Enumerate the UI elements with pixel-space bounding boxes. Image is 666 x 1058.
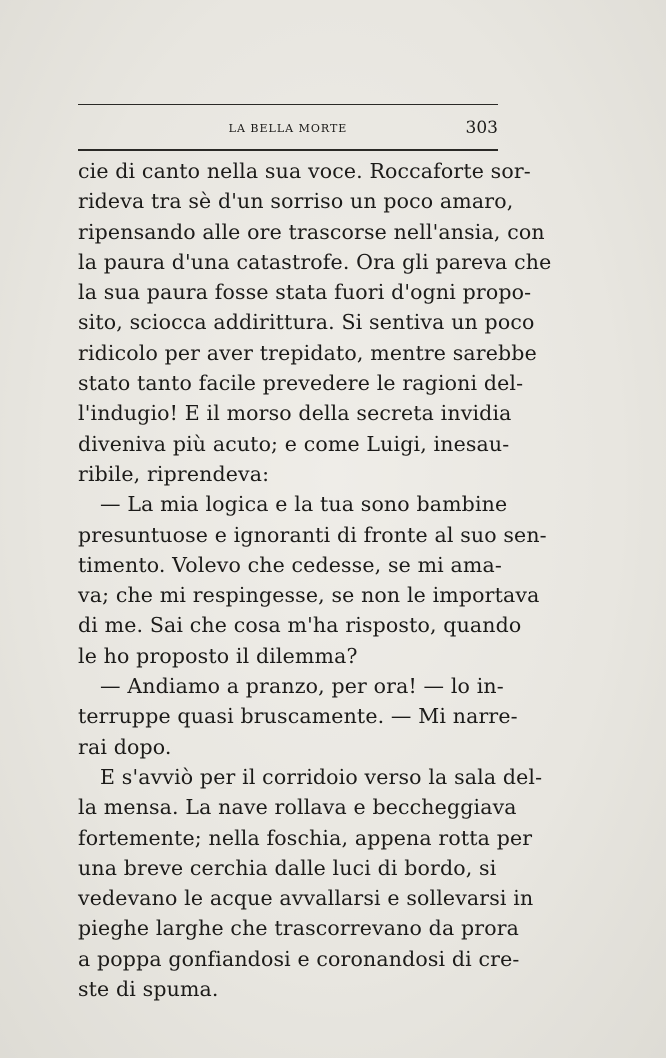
text-line: ridicolo per aver trepidato, mentre sarebbe — [78, 340, 537, 365]
text-line: rai dopo. — [78, 734, 172, 759]
text-line: terruppe quasi bruscamente. — Mi narre- — [78, 704, 518, 729]
text-line: ripensando alle ore trascorse nell'ansia, con — [78, 219, 545, 244]
text-line: stato tanto facile prevedere le ragioni del- — [78, 371, 524, 396]
text-line-paragraph-start: — Andiamo a pranzo, per ora! — lo in- — [100, 674, 504, 699]
header-top-rule — [78, 104, 498, 105]
page-number: 303 — [465, 118, 498, 138]
text-line: vedevano le acque avvallarsi e sollevarsi in — [78, 886, 534, 911]
text-line: una breve cerchia dalle luci di bordo, si — [78, 855, 497, 880]
text-line: rideva tra sè d'un sorriso un poco amaro, — [78, 189, 514, 214]
running-title: LA BELLA MORTE — [228, 122, 348, 135]
text-line: cie di canto nella sua voce. Roccaforte sor- — [78, 159, 531, 183]
text-line: diveniva più acuto; e come Luigi, inesau- — [78, 431, 510, 456]
text-line: sito, sciocca addirittura. Si sentiva un poco — [78, 310, 535, 335]
text-line: l'indugio! E il morso della secreta invidia — [78, 401, 512, 426]
header-bottom-rule — [78, 149, 498, 151]
text-line: timento. Volevo che cedesse, se mi ama- — [78, 552, 502, 577]
text-line: le ho proposto il dilemma? — [78, 643, 358, 668]
text-line: va; che mi respingesse, se non le importava — [78, 583, 540, 608]
text-line: presuntuose e ignoranti di fronte al suo sen- — [78, 522, 547, 547]
text-line: la sua paura fosse stata fuori d'ogni propo- — [78, 280, 532, 305]
text-line: a poppa gonfiandosi e coronandosi di cre- — [78, 946, 520, 971]
text-line: ribile, riprendeva: — [78, 461, 270, 486]
running-head — [78, 118, 498, 138]
text-line-paragraph-start: — La mia logica e la tua sono bambine — [100, 492, 508, 517]
text-line: di me. Sai che cosa m'ha risposto, quando — [78, 613, 522, 638]
body-text — [78, 156, 552, 1004]
text-line: pieghe larghe che trascorrevano da prora — [78, 916, 520, 941]
text-line-paragraph-start: E s'avviò per il corridoio verso la sala del- — [100, 764, 543, 789]
text-line: ste di spuma. — [78, 977, 219, 1002]
text-line: fortemente; nella foschia, appena rotta per — [78, 825, 533, 850]
text-line: la mensa. La nave rollava e beccheggiava — [78, 795, 517, 820]
text-line: la paura d'una catastrofe. Ora gli pareva che — [78, 249, 552, 274]
